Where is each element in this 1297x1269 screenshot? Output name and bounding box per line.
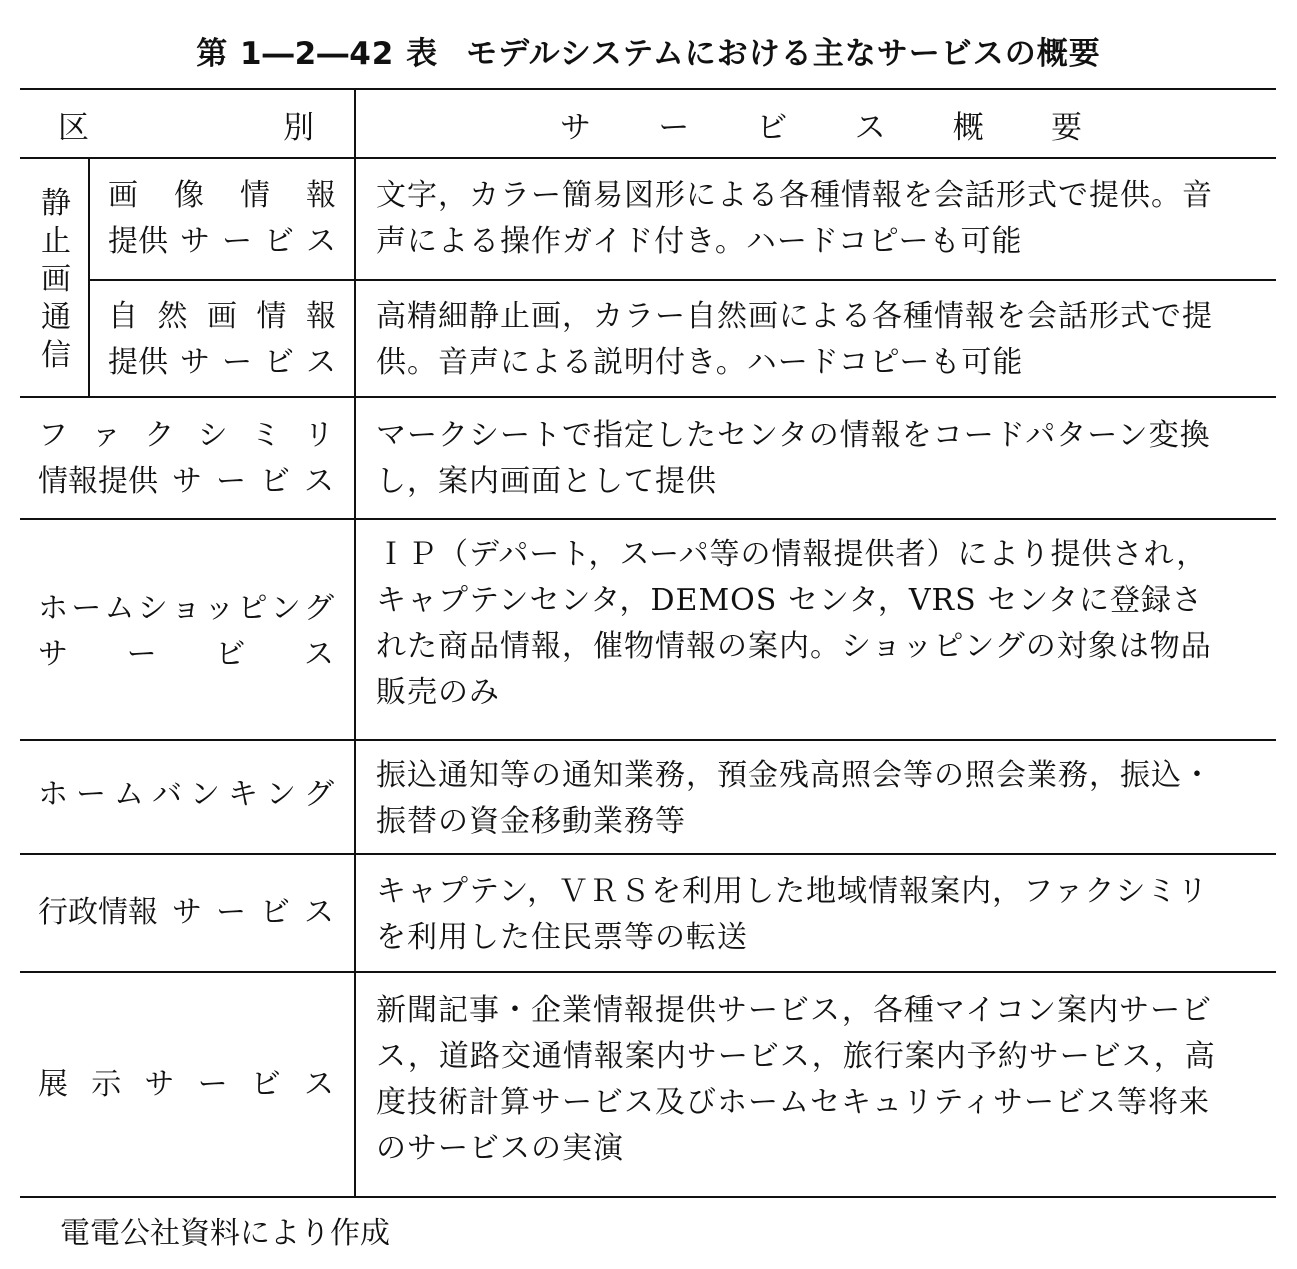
facsimile-label: フ ァ ク シ ミ リ 情報提供 サ ー ビ ス — [38, 418, 334, 499]
home-banking-label: ホ ー ム バ ン キ ン グ — [38, 777, 334, 812]
exhibition-label: 展 示 サ ー ビ ス — [38, 1067, 334, 1102]
rule-row-3 — [20, 739, 1276, 741]
header-summary — [560, 100, 1082, 148]
rule-row-1 — [20, 396, 1276, 398]
rule-top — [20, 88, 1276, 90]
rule-bottom — [20, 1196, 1276, 1198]
facsimile-description: マークシートで指定したセンタの情報をコードパターン変換 し，案内画面として提供 — [376, 418, 1211, 499]
admin-info-description: キャプテン，ＶＲＳを利用した地域情報案内，ファクシミリ を利用した住民票等の転送 — [376, 874, 1209, 955]
rule-row-5 — [20, 971, 1276, 973]
header-summary-char: ス — [854, 109, 886, 146]
rule-group-divider — [88, 157, 90, 396]
home-shopping-label: ホ ー ム シ ョ ッ ピ ン グ サ ー ビ ス — [38, 591, 334, 672]
table-number: 第 1―2―42 表 — [196, 36, 439, 72]
header-category — [58, 100, 314, 148]
home-shopping-description: ＩＰ（デパート，スーパ等の情報提供者）により提供され， キャプテンセンタ，DEMOS センタ，VRS センタに登録さ れた商品情報，催物情報の案内。ショッピングの対象は物品 販売のみ — [376, 537, 1212, 710]
header-summary-char: ビ — [756, 109, 788, 146]
header-summary-char: 概 — [952, 109, 984, 146]
admin-info-label: 行政情報 サ ー ビ ス — [38, 895, 334, 930]
image-info-description: 文字，カラー簡易図形による各種情報を会話形式で提供。音 声による操作ガイド付き。ハードコピーも可能 — [376, 178, 1213, 259]
image-info-label: 画 像 情 報 提供 サ ー ビ ス — [108, 178, 336, 259]
natural-image-description: 高精細静止画，カラー自然画による各種情報を会話形式で提 供。音声による説明付き。ハードコピーも可能 — [376, 299, 1213, 380]
header-summary-char: ー — [658, 109, 690, 146]
natural-image-label: 自 然 画 情 報 提供 サ ー ビ ス — [108, 299, 336, 380]
header-summary-char: 要 — [1050, 109, 1082, 146]
header-summary-char: サ — [560, 109, 591, 146]
table-title — [0, 28, 1297, 73]
rule-header-bottom — [20, 157, 1276, 159]
table-title-text: モデルシステムにおける主なサービスの概要 — [466, 36, 1101, 72]
header-category-char: 区 — [58, 109, 89, 146]
rule-row-4 — [20, 853, 1276, 855]
source-note: 電電公社資料により作成 — [60, 1216, 390, 1251]
home-banking-description: 振込通知等の通知業務，預金残高照会等の照会業務，振込・ 振替の資金移動業務等 — [376, 758, 1213, 839]
exhibition-description: 新聞記事・企業情報提供サービス，各種マイコン案内サービ ス，道路交通情報案内サービス，旅行案内予約サービス，高 度技術計算サービス及びホームセキュリティサービス等将来 のサービスの実演 — [376, 993, 1216, 1166]
rule-row-2 — [20, 518, 1276, 520]
static-image-group-label: 静止画通信 — [41, 186, 71, 373]
header-category-char: 別 — [283, 109, 314, 146]
rule-column-divider — [354, 88, 356, 1196]
rule-substatic-divider — [90, 279, 1276, 281]
